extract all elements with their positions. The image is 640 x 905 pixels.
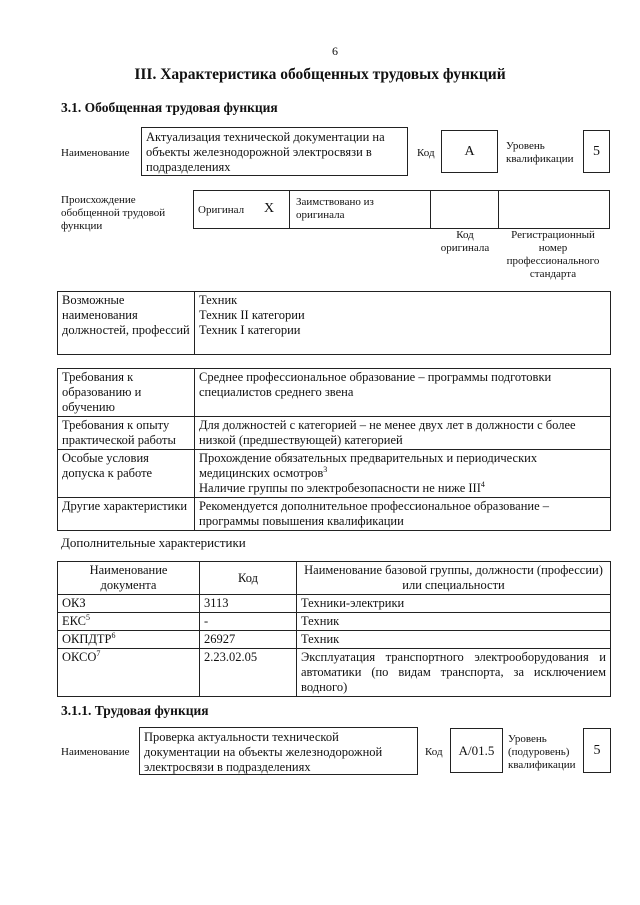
- origin-original-cell: [193, 190, 290, 229]
- doc-name: ОКСО: [62, 650, 97, 664]
- col-header: Наименование базовой группы, должности (профессии) или специальности: [297, 562, 611, 595]
- original-mark: X: [264, 201, 275, 216]
- requirements-table: [57, 368, 611, 531]
- tf-level-value: 5: [583, 728, 611, 773]
- doc-name: ОКПДТР: [62, 632, 112, 646]
- req-value: [195, 450, 611, 498]
- gtf-heading: 3.1. Обобщенная трудовая функция: [61, 100, 278, 115]
- name-cell: Техники-электрики: [297, 595, 611, 613]
- doc-cell: [58, 613, 200, 631]
- req-line: Прохождение обязательных предварительных и периодических медицинских осмотров: [199, 451, 538, 480]
- tf-name-value: Проверка актуальности технической документации на объекты железнодорожной электросвязи в подразделениях: [139, 727, 418, 775]
- code-cell: -: [200, 613, 297, 631]
- doc-cell: [58, 631, 200, 649]
- gtf-origin-label: Происхождение обобщенной трудовой функции: [61, 194, 166, 232]
- code-cell: 2.23.02.05: [200, 649, 297, 697]
- gtf-name-label: Наименование: [61, 147, 130, 159]
- borrowed-label: Заимствовано из оригинала: [296, 196, 374, 221]
- code-original-caption: Код оригинала: [440, 229, 490, 254]
- req-line: Наличие группы по электробезопасности не ниже III: [199, 481, 481, 495]
- additional-title: Дополнительные характеристики: [61, 535, 246, 550]
- reg-number-caption: Регистрационный номер профессионального стандарта: [506, 229, 600, 280]
- positions-table: [57, 291, 611, 355]
- origin-borrowed-cell: [289, 190, 431, 229]
- table-row: [58, 498, 611, 531]
- table-row: [58, 613, 611, 631]
- gtf-name-value: Актуализация технической документации на объекты железнодорожной электросвязи в подразделениях: [141, 127, 408, 176]
- req-label: Другие характеристики: [58, 498, 195, 531]
- doc-name: ЕКС: [62, 614, 86, 628]
- footnote-ref: 7: [96, 648, 101, 658]
- name-cell: Эксплуатация транспортного электрооборудования и автоматики (по видам транспорта, за исключением водного): [297, 649, 611, 697]
- tf-level-label: Уровень (подуровень) квалификации: [508, 733, 576, 771]
- origin-reg-cell: [498, 190, 610, 229]
- additional-table: [57, 561, 611, 697]
- tf-name-label: Наименование: [61, 746, 130, 758]
- gtf-code-value: А: [441, 130, 498, 173]
- name-cell: Техник: [297, 631, 611, 649]
- table-row: [58, 369, 611, 417]
- req-label: Особые условия допуска к работе: [58, 450, 195, 498]
- footnote-ref: 6: [111, 630, 116, 640]
- positions-label: Возможные наименования должностей, профессий: [58, 292, 195, 355]
- req-label: Требования к образованию и обучению: [58, 369, 195, 417]
- positions-values: [195, 292, 611, 355]
- col-header: Наименование документа: [58, 562, 200, 595]
- code-cell: 3113: [200, 595, 297, 613]
- req-value: Для должностей с категорией – не менее двух лет в должности с более низкой (предшествующей) категорией: [195, 417, 611, 450]
- original-label: Оригинал: [198, 204, 245, 216]
- doc-cell: [58, 649, 200, 697]
- position-item: Техник I категории: [199, 323, 301, 337]
- page-number: 6: [332, 44, 338, 58]
- gtf-level-value: 5: [583, 130, 610, 173]
- gtf-level-label: Уровень квалификации: [506, 140, 574, 165]
- tf-heading: 3.1.1. Трудовая функция: [61, 703, 209, 718]
- tf-code-label: Код: [425, 746, 443, 758]
- gtf-code-label: Код: [417, 147, 435, 159]
- section-title: III. Характеристика обобщенных трудовых функций: [134, 66, 506, 83]
- table-row: [58, 631, 611, 649]
- table-row: [58, 450, 611, 498]
- footnote-ref: 4: [480, 479, 485, 489]
- req-value: Среднее профессиональное образование – программы подготовки специалистов среднего звена: [195, 369, 611, 417]
- origin-code-cell: [430, 190, 499, 229]
- doc-cell: [58, 595, 200, 613]
- table-row: [58, 417, 611, 450]
- table-row: [58, 292, 611, 355]
- table-header-row: [58, 562, 611, 595]
- position-item: Техник II категории: [199, 308, 305, 322]
- table-row: [58, 595, 611, 613]
- footnote-ref: 5: [86, 612, 90, 622]
- table-row: [58, 649, 611, 697]
- req-label: Требования к опыту практической работы: [58, 417, 195, 450]
- position-item: Техник: [199, 293, 238, 307]
- doc-name: ОКЗ: [62, 596, 86, 610]
- footnote-ref: 3: [323, 464, 328, 474]
- col-header: Код: [200, 562, 297, 595]
- req-value: Рекомендуется дополнительное профессиональное образование – программы повышения квалификации: [195, 498, 611, 531]
- code-cell: 26927: [200, 631, 297, 649]
- tf-code-value: А/01.5: [450, 728, 503, 773]
- name-cell: Техник: [297, 613, 611, 631]
